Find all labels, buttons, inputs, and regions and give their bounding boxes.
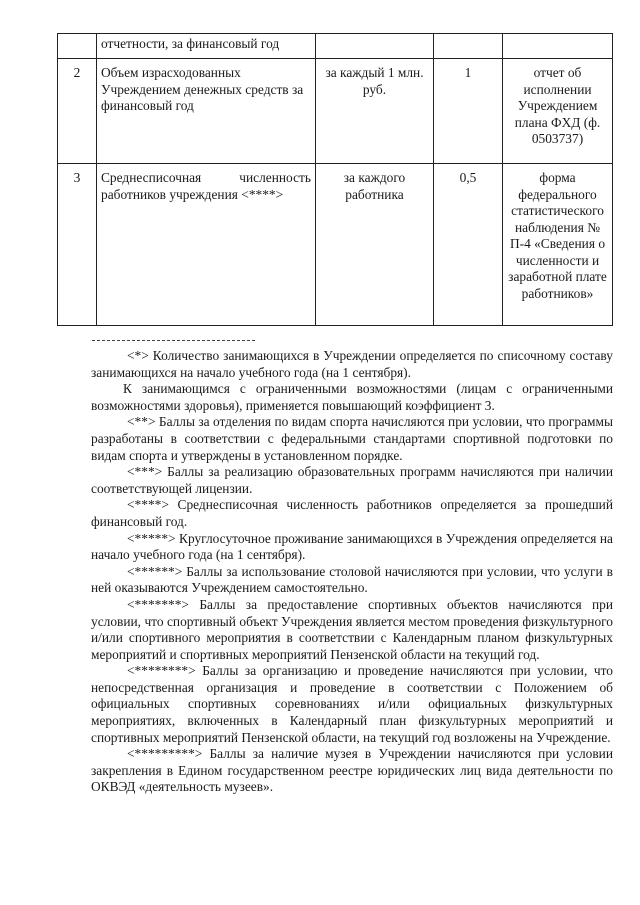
measurement-unit: [316, 34, 434, 59]
indicator-name: отчетности, за финансовый год: [97, 34, 316, 59]
data-source: форма федерального статистического наблюдения № П-4 «Сведения о численности и заработной плате работников»: [503, 164, 613, 326]
row-number: 3: [58, 164, 97, 326]
footnote: <*******> Баллы за предоставление спортивных объектов начисляются при условии, что спортивный объект Учреждения является местом проведения физкультурного и/или спортивного мероприятия в соответствии с Календарным планом физкультурных мероприятий и спортивных мероприятий Пензенской области на текущий год.: [91, 596, 613, 662]
points-value: 1: [434, 59, 503, 164]
data-source: [503, 34, 613, 59]
table-row: [58, 59, 613, 164]
data-source: отчет об исполнении Учреждением плана ФХД (ф. 0503737): [503, 59, 613, 164]
points-value: [434, 34, 503, 59]
footnote: <***> Баллы за реализацию образовательных программ начисляются при наличии соответствующей лицензии.: [91, 464, 613, 496]
measurement-unit: за каждый 1 млн. руб.: [316, 59, 434, 164]
footnotes: [91, 348, 613, 796]
footnote: <*********> Баллы за наличие музея в Учреждении начисляются при условии закрепления в Едином государственном реестре юридических лиц вида деятельности по ОКВЭД «деятельность музеев».: [91, 746, 613, 795]
table-row: [58, 34, 613, 59]
footnote: <**> Баллы за отделения по видам спорта начисляются при условии, что программы разработаны в соответствии с федеральными стандартами спортивной подготовки по видам спорта и утверждены в установленном порядке.: [91, 414, 613, 463]
footnote: <*> Количество занимающихся в Учреждении определяется по списочному составу занимающихся на начало учебного года (на 1 сентября).: [91, 348, 613, 380]
criteria-table: [57, 33, 613, 326]
indicator-name: Объем израсходованных Учреждением денежных средств за финансовый год: [97, 59, 316, 164]
row-number: [58, 34, 97, 59]
footnote: <******> Баллы за использование столовой начисляются при условии, что услуги в ней оказываются Учреждением самостоятельно.: [91, 563, 613, 596]
row-number: 2: [58, 59, 97, 164]
footnote-separator: [92, 340, 255, 341]
indicator-name: Среднесписочная численность работников учреждения <****>: [97, 164, 316, 326]
points-value: 0,5: [434, 164, 503, 326]
footnote: <****> Среднесписочная численность работников определяется за прошедший финансовый год.: [91, 497, 613, 529]
footnote: <*****> Круглосуточное проживание занимающихся в Учреждения определяется на начало учебного года (на 1 сентября).: [91, 530, 613, 563]
footnote: К занимающимся с ограниченными возможностями (лицам с ограниченными возможностями здоровья), применяется повышающий коэффициент 3.: [91, 381, 613, 413]
measurement-unit: за каждого работника: [316, 164, 434, 326]
footnote: <********> Баллы за организацию и проведение начисляются при условии, что непосредственная организация и проведение в соответствии с Положением об официальных спортивных соревнованиях и/или официальных физкультурных мероприятиях, включенных в Календарный план физкультурных мероприятий и спортивных мероприятий Пензенской области, на текущий год возложены на Учреждение.: [91, 663, 613, 745]
table-row: [58, 164, 613, 326]
